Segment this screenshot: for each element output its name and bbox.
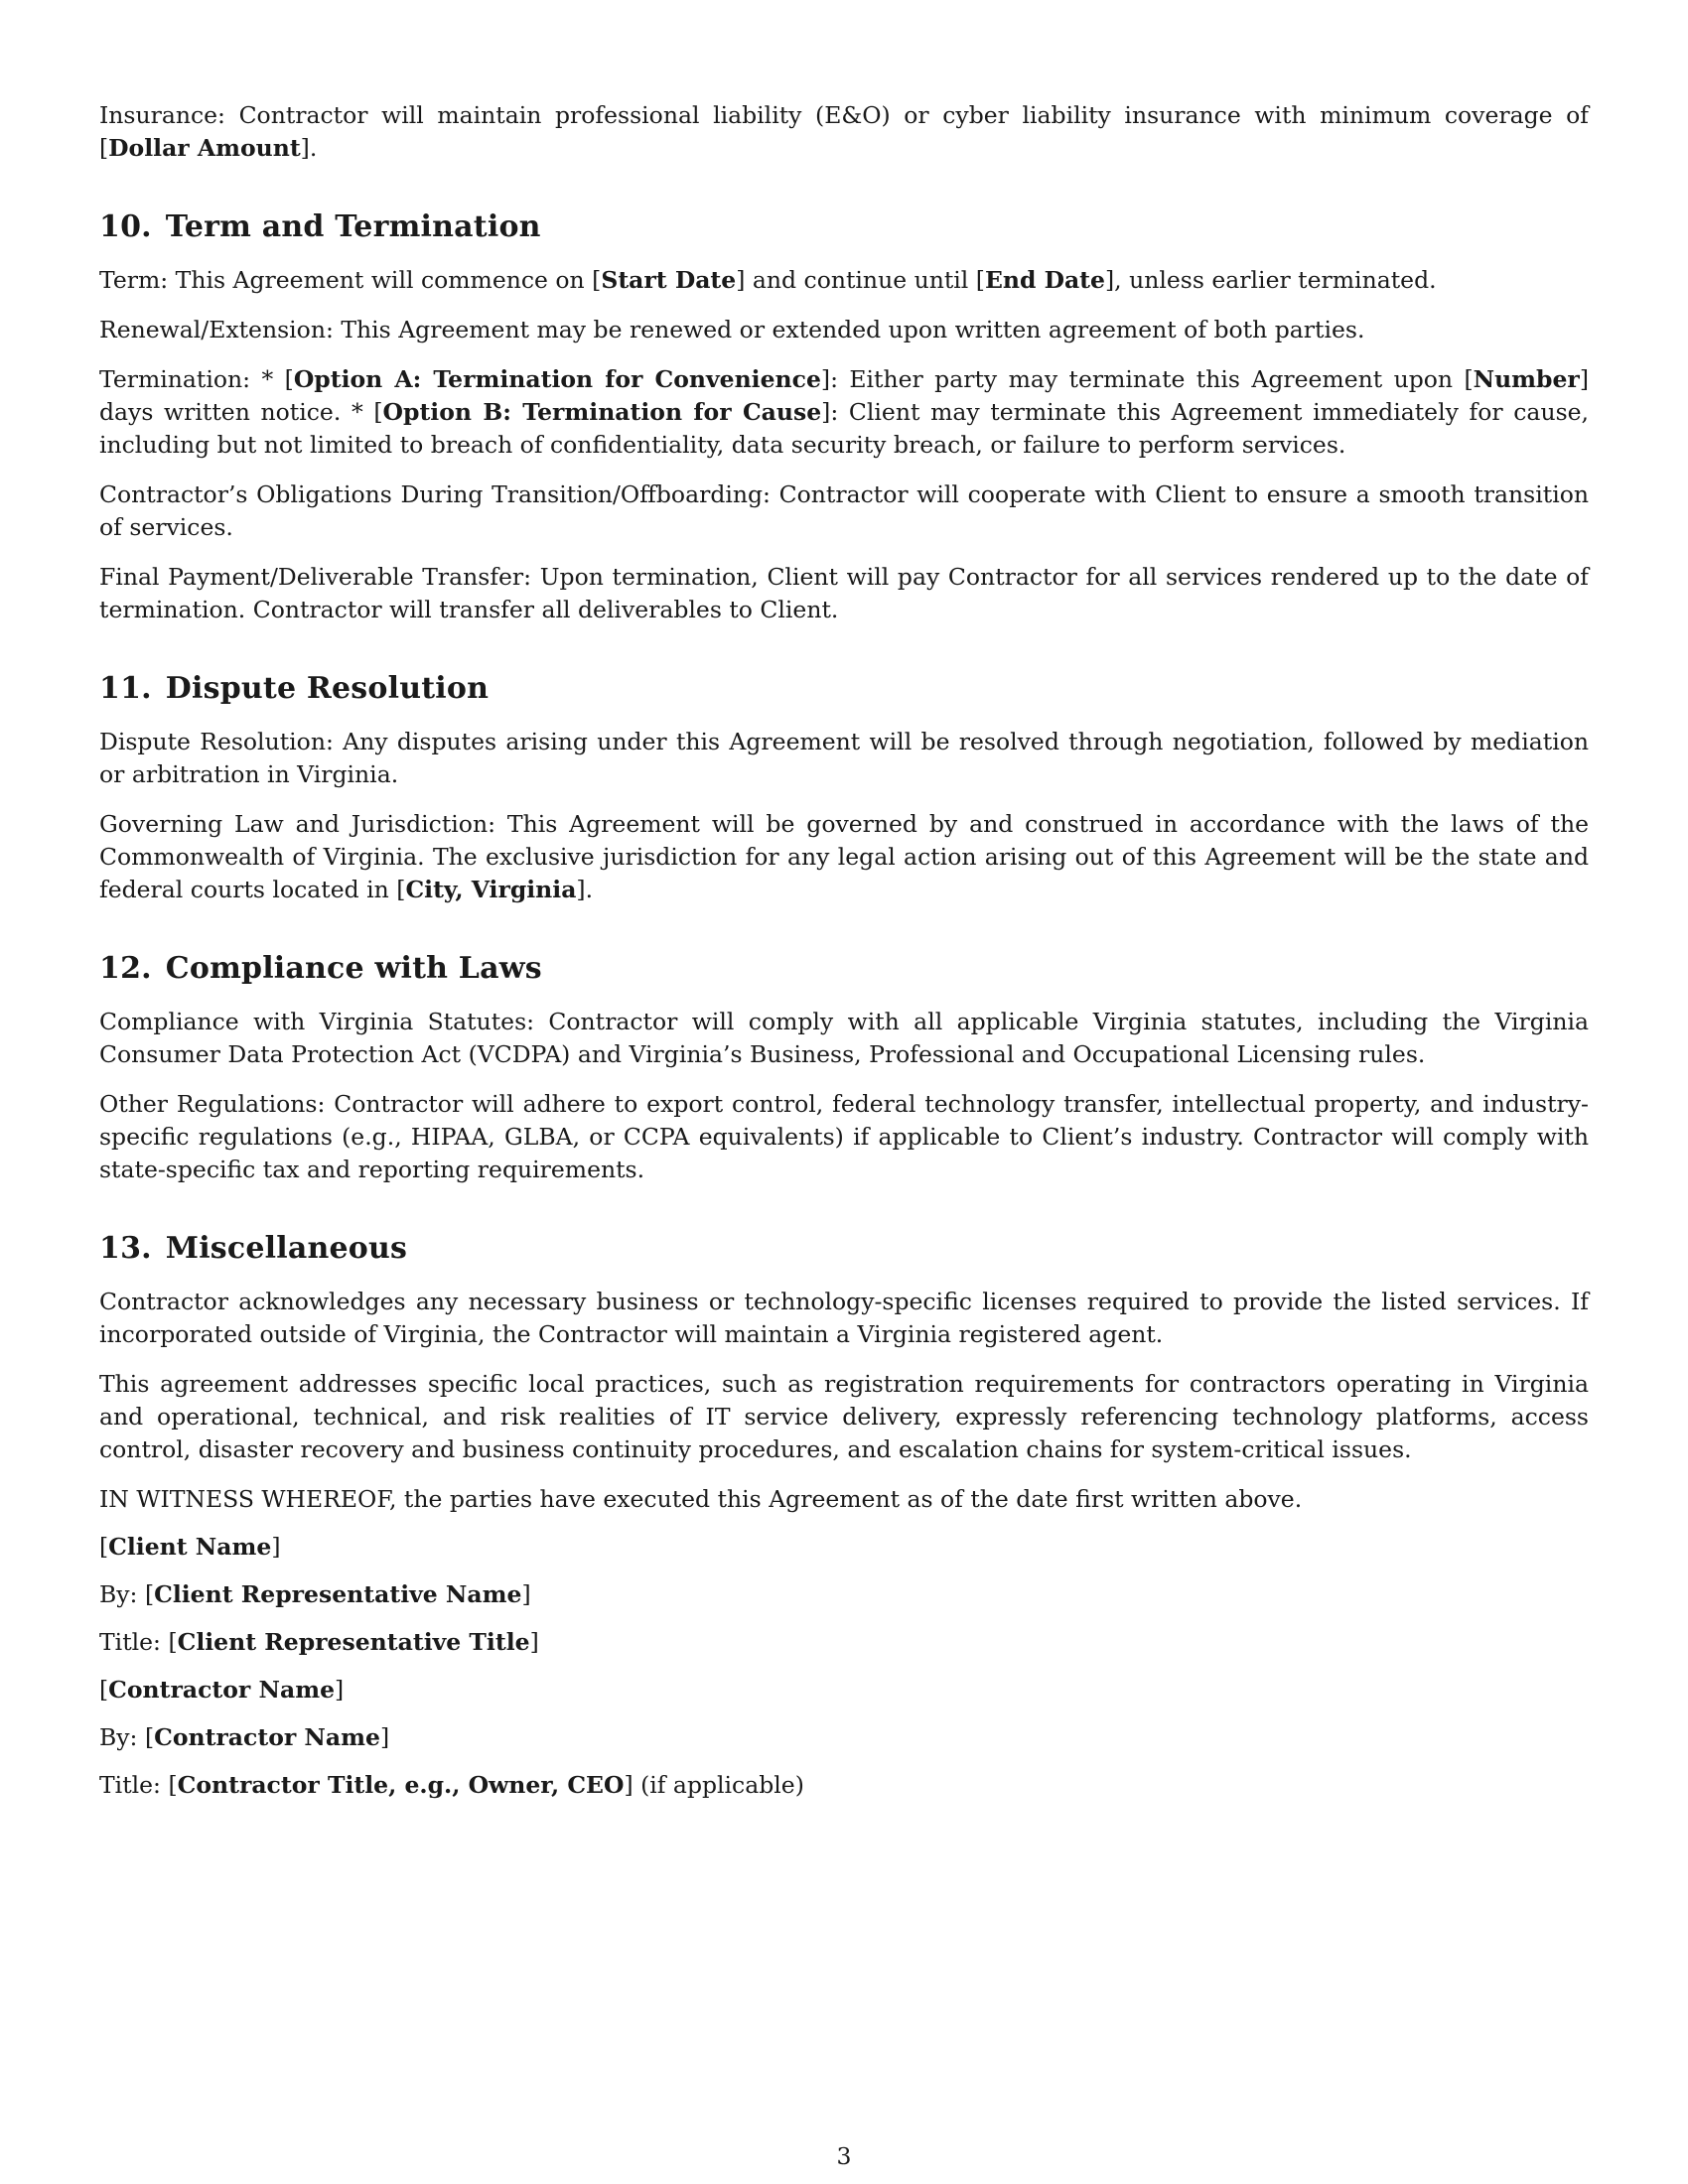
client-rep-name-placeholder: Client Representative Name bbox=[154, 1580, 522, 1608]
section-heading-dispute-resolution bbox=[99, 669, 1589, 709]
section-number: 11. bbox=[99, 671, 152, 706]
insurance-text-end: . bbox=[309, 134, 318, 162]
term-text: ] and continue until [ bbox=[736, 266, 985, 294]
renewal-paragraph: Renewal/Extension: This Agreement may be renewed or extended upon written agreement of both parties. bbox=[99, 316, 1365, 343]
termination-paragraph bbox=[99, 363, 1589, 462]
by-label: By: bbox=[99, 1580, 145, 1608]
governing-law-paragraph bbox=[99, 808, 1589, 906]
city-placeholder: City, Virginia bbox=[405, 876, 577, 903]
title-label: Title: bbox=[99, 1771, 169, 1799]
term-text: ], unless earlier terminated. bbox=[1105, 266, 1437, 294]
local-practices-paragraph: This agreement addresses specific local practices, such as registration requirements for contractors operating in Virginia and operational, technical, and risk realities of IT service delivery, expressly referencing technology platforms, access control, disaster recovery and business continuity procedures, and escalation chains for system-critical issues. bbox=[99, 1370, 1589, 1463]
bracket: ] bbox=[624, 1771, 633, 1799]
signature-contractor-name bbox=[99, 1674, 1589, 1706]
signature-client-by bbox=[99, 1578, 1589, 1611]
section-heading-compliance bbox=[99, 949, 1589, 989]
signature-client-title bbox=[99, 1626, 1589, 1659]
termination-text: ]: Client may terminate this Agreement immediately for cause, including but not limited to breach of confidentiality, data security breach, or failure to perform services. bbox=[99, 398, 1590, 459]
option-b-placeholder: Option B: Termination for Cause bbox=[382, 398, 822, 426]
if-applicable-note: (if applicable) bbox=[633, 1771, 804, 1799]
dispute-paragraph: Dispute Resolution: Any disputes arising under this Agreement will be resolved through negotiation, followed by mediation or arbitration in Virginia. bbox=[99, 728, 1589, 788]
start-date-placeholder: Start Date bbox=[601, 266, 737, 294]
bracket: ] bbox=[379, 1723, 390, 1751]
licenses-paragraph: Contractor acknowledges any necessary business or technology-specific licenses required to provide the listed services. If incorporated outside of Virginia, the Contractor will maintain a Virginia registered agent. bbox=[99, 1288, 1589, 1348]
virginia-statutes-paragraph: Compliance with Virginia Statutes: Contractor will comply with all applicable Virginia statutes, including the Virginia Consumer Data Protection Act (VCDPA) and Virginia’s Business, Professional and Occupational Licensing rules. bbox=[99, 1008, 1589, 1068]
contractor-signer-placeholder: Contractor Name bbox=[154, 1723, 380, 1751]
client-rep-title-placeholder: Client Representative Title bbox=[177, 1628, 530, 1656]
bracket: [ bbox=[99, 1676, 109, 1704]
dollar-amount-placeholder: Dollar Amount bbox=[108, 134, 301, 162]
bracket: [ bbox=[99, 1533, 109, 1561]
section-number: 13. bbox=[99, 1231, 152, 1266]
bracket: [ bbox=[144, 1723, 155, 1751]
termination-text: Termination: * [ bbox=[99, 365, 294, 393]
number-placeholder: Number bbox=[1473, 365, 1580, 393]
term-text: Term: This Agreement will commence on [ bbox=[99, 266, 602, 294]
termination-text: ]: Either party may terminate this Agreement upon [ bbox=[820, 365, 1474, 393]
governing-text: Governing Law and Jurisdiction: This Agreement will be governed by and construed in accordance with the laws of the Commonwealth of Virginia. The exclusive jurisdiction for any legal action arising out of this Agreement will be the state and federal courts located in [ bbox=[99, 810, 1589, 903]
option-a-placeholder: Option A: Termination for Convenience bbox=[293, 365, 821, 393]
section-title: Dispute Resolution bbox=[165, 671, 490, 706]
end-date-placeholder: End Date bbox=[984, 266, 1105, 294]
insurance-text: Insurance: Contractor will maintain professional liability (E&O) or cyber liability insurance with minimum coverage of bbox=[99, 101, 1589, 129]
bracket: [ bbox=[168, 1628, 178, 1656]
contractor-title-placeholder: Contractor Title, e.g., Owner, CEO bbox=[177, 1771, 625, 1799]
governing-text: ]. bbox=[576, 876, 594, 903]
page-number: 3 bbox=[836, 2142, 852, 2170]
bracket: [ bbox=[144, 1580, 155, 1608]
contractor-name-placeholder: Contractor Name bbox=[108, 1676, 336, 1704]
bracket: ] bbox=[271, 1533, 281, 1561]
bracket: ] bbox=[529, 1628, 539, 1656]
termination-text: ] days written notice. * [ bbox=[99, 365, 1589, 426]
section-heading-miscellaneous bbox=[99, 1229, 1589, 1269]
final-payment-paragraph: Final Payment/Deliverable Transfer: Upon termination, Client will pay Contractor for all services rendered up to the date of termination. Contractor will transfer all deliverables to Client. bbox=[99, 563, 1589, 623]
section-heading-term-termination bbox=[99, 207, 1589, 247]
by-label: By: bbox=[99, 1723, 145, 1751]
transition-paragraph: Contractor’s Obligations During Transition/Offboarding: Contractor will cooperate with Client to ensure a smooth transition of services. bbox=[99, 480, 1589, 541]
signature-contractor-by bbox=[99, 1721, 1589, 1754]
term-paragraph bbox=[99, 264, 1589, 297]
title-label: Title: bbox=[99, 1628, 169, 1656]
section-number: 10. bbox=[99, 209, 152, 244]
bracket: [ bbox=[168, 1771, 178, 1799]
section-title: Term and Termination bbox=[165, 209, 541, 244]
section-title: Compliance with Laws bbox=[165, 951, 542, 986]
bracket: ] bbox=[521, 1580, 531, 1608]
signature-contractor-title bbox=[99, 1769, 1589, 1802]
bracket: ] bbox=[335, 1676, 345, 1704]
section-number: 12. bbox=[99, 951, 152, 986]
bracket: ] bbox=[300, 134, 310, 162]
other-regulations-paragraph: Other Regulations: Contractor will adhere to export control, federal technology transfer, intellectual property, and industry-specific regulations (e.g., HIPAA, GLBA, or CCPA equivalents) if applicable to Client’s industry. Contractor will comply with state-specific tax and reporting requirements. bbox=[99, 1090, 1589, 1183]
client-name-placeholder: Client Name bbox=[108, 1533, 272, 1561]
document-page bbox=[99, 99, 1589, 1817]
witness-paragraph: IN WITNESS WHEREOF, the parties have executed this Agreement as of the date first written above. bbox=[99, 1485, 1303, 1513]
section-title: Miscellaneous bbox=[165, 1231, 408, 1266]
signature-client-name bbox=[99, 1531, 1589, 1564]
bracket: [ bbox=[99, 134, 109, 162]
insurance-paragraph bbox=[99, 99, 1589, 165]
